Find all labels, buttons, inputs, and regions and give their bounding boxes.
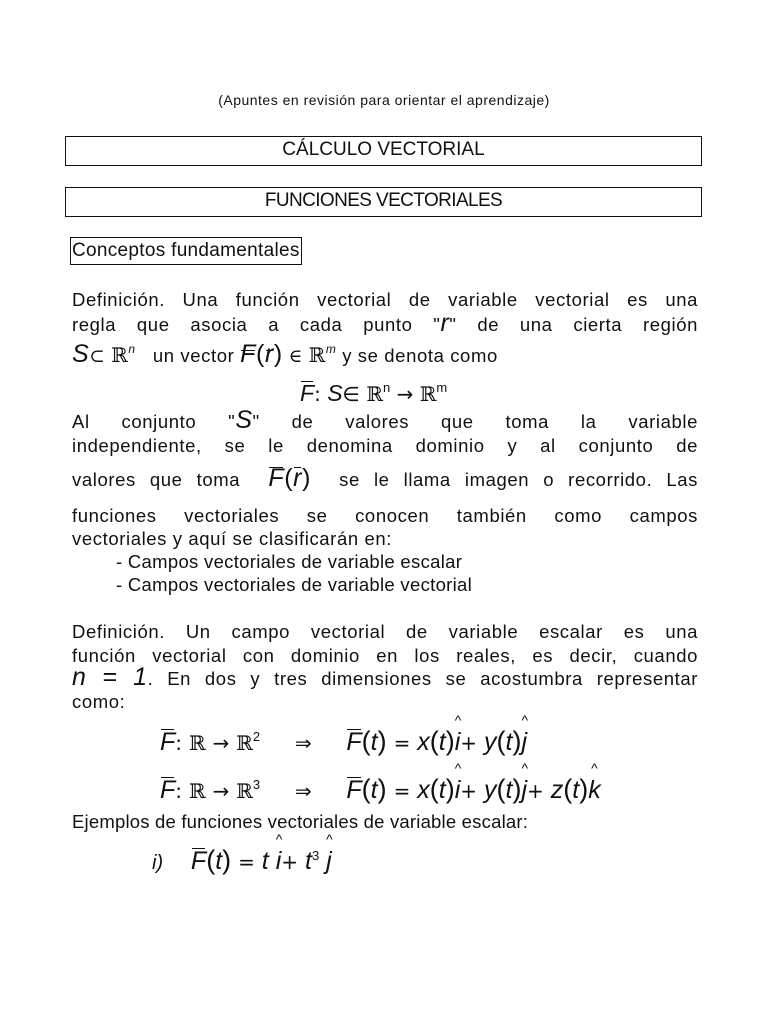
main-title: CÁLCULO VECTORIAL bbox=[65, 136, 702, 166]
equation-2d: F: ℝ → ℝ$^2$ ⇒ F(t) = x(t)^ i+ y(t)^ j bbox=[160, 726, 527, 757]
header-note: (Apuntes en revisión para orientar el aprendizaje) bbox=[218, 92, 550, 108]
list-item: - Campos vectoriales de variable vectorial bbox=[116, 574, 473, 595]
example-i: i) F(t) = t ^ $i+ t^3$ ^ j bbox=[152, 845, 332, 876]
examples-intro: Ejemplos de funciones vectoriales de variable escalar: bbox=[72, 811, 529, 832]
def1-line1: Definición. Una función vectorial de variable vectorial es una bbox=[72, 289, 698, 310]
def1-line2: regla que asocia a cada punto "r" de una cierta región bbox=[72, 309, 699, 337]
def2-line2: función vectorial con dominio en los reales, es decir, cuando bbox=[72, 645, 698, 666]
def2-line4: como: bbox=[72, 691, 126, 712]
def1-line6: independiente, se le denomina dominio y al conjunto de bbox=[72, 435, 698, 456]
def1-line8: funciones vectoriales se conocen también como campos bbox=[72, 505, 698, 526]
list-item: - Campos vectoriales de variable escalar bbox=[116, 551, 463, 572]
def1-line7: valores que toma F(r) se le llama imagen o recorrido. Las bbox=[72, 464, 699, 492]
def1-line3: S⊂ ℝ$^n$ un vector F(r) ∈ ℝ$^m$ y se denota como bbox=[72, 340, 498, 368]
section-heading: Conceptos fundamentales bbox=[70, 237, 302, 265]
def1-line5: Al conjunto "S" de valores que toma la variable bbox=[72, 406, 698, 434]
def1-line9: vectoriales y aquí se clasificarán en: bbox=[72, 528, 392, 549]
mapping-formula: F: S∈ ℝ$^n$ → ℝ$^m$ bbox=[300, 380, 448, 406]
equation-3d: F: ℝ → ℝ$^3$ ⇒ F(t) = x(t)^ i+ y(t)^ j+ z(t)^ k bbox=[160, 774, 601, 805]
def2-line1: Definición. Un campo vectorial de variable escalar es una bbox=[72, 621, 698, 642]
def2-line3: n = 1. En dos y tres dimensiones se acostumbra representar bbox=[72, 663, 698, 691]
subtitle: FUNCIONES VECTORIALES bbox=[65, 187, 702, 217]
